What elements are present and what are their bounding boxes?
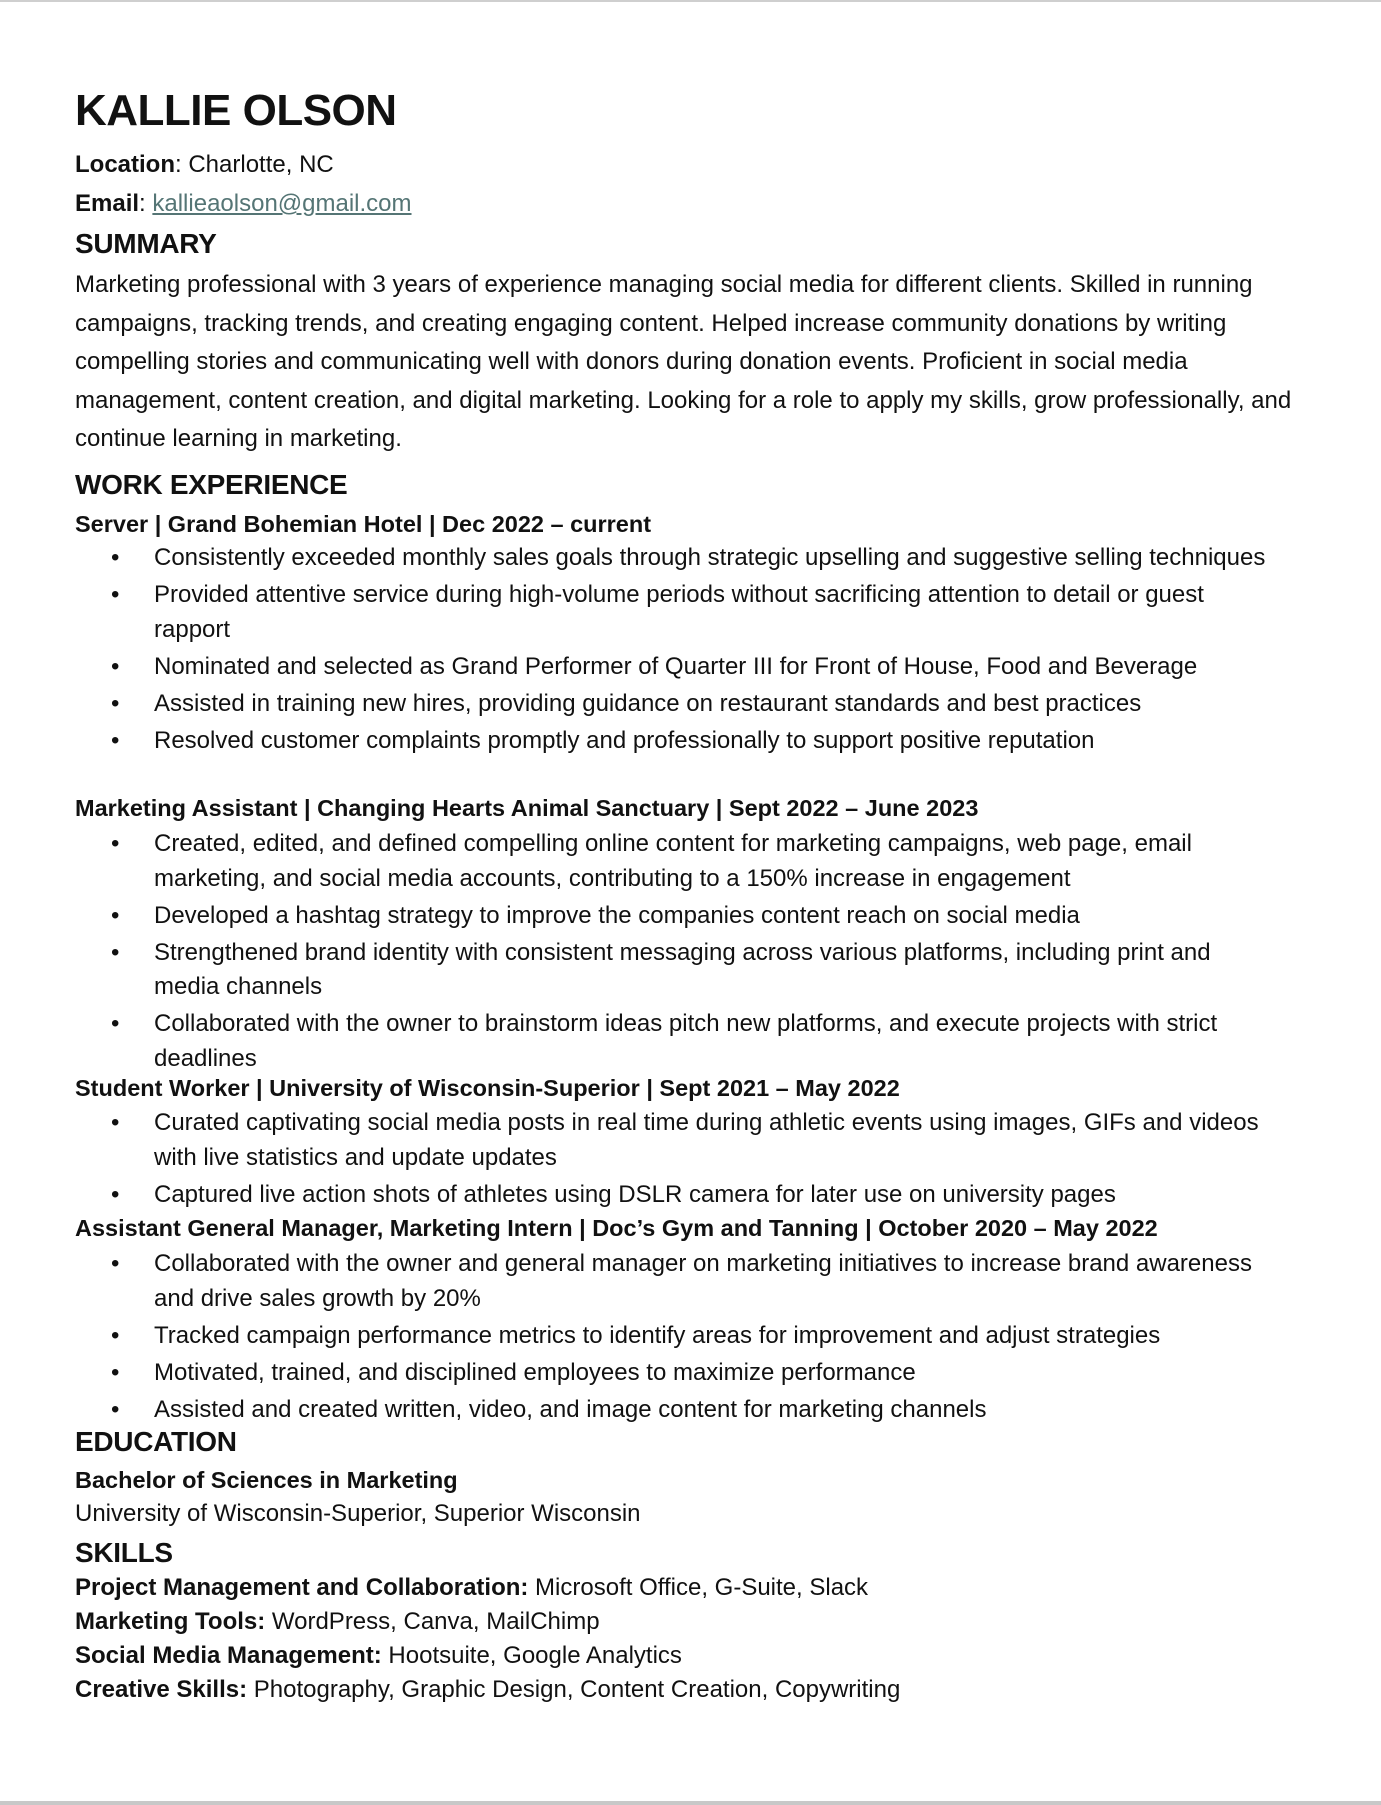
bullet-text: Strengthened brand identity with consistent messaging across various platforms, including print and media channels: [154, 938, 1211, 1000]
list-item: [75, 687, 1278, 722]
bullet-icon: •: [111, 1180, 120, 1208]
location-line: Location: Charlotte, NC: [75, 151, 334, 178]
bullet-text: Assisted in training new hires, providing guidance on restaurant standards and best practices: [154, 689, 1142, 717]
school: University of Wisconsin-Superior, Superior Wisconsin: [75, 1500, 641, 1527]
bullet-text: Tracked campaign performance metrics to identify areas for improvement and adjust strategies: [154, 1321, 1161, 1349]
job-title: Student Worker | University of Wisconsin-Superior | Sept 2021 – May 2022: [75, 1075, 900, 1101]
bullet-icon: •: [111, 544, 120, 571]
bullet-text: Captured live action shots of athletes using DSLR camera for later use on university pages: [154, 1180, 1116, 1208]
job-bullets: [75, 827, 1305, 1079]
email-label: Email: [75, 190, 140, 217]
bullet-text: Motivated, trained, and disciplined employees to maximize performance: [154, 1358, 916, 1386]
bullet-text: Collaborated with the owner and general manager on marketing initiatives to increase brand awareness and drive sales growth by 20%: [154, 1250, 1252, 1312]
bullet-text: Resolved customer complaints promptly and professionally to support positive reputation: [154, 726, 1095, 754]
skill-line: [75, 1673, 900, 1707]
degree: Bachelor of Sciences in Marketing: [75, 1467, 458, 1493]
bullet-icon: •: [111, 1250, 120, 1277]
skill-label: Marketing Tools:: [75, 1608, 266, 1635]
list-item: [75, 1247, 1278, 1316]
job-bullets: [75, 1247, 1305, 1430]
email-line: Email: kallieaolson@gmail.com: [75, 190, 412, 217]
job-title: Assistant General Manager, Marketing Intern | Doc’s Gym and Tanning | October 2020 – May 2022: [75, 1215, 1158, 1241]
bullet-icon: •: [111, 938, 120, 966]
bullet-icon: •: [111, 1109, 120, 1136]
bottom-border: [0, 1801, 1381, 1805]
job-title: Server | Grand Bohemian Hotel | Dec 2022 – current: [75, 511, 652, 537]
skills-heading: SKILLS: [75, 1537, 173, 1568]
list-item: [75, 899, 1278, 934]
top-border: [0, 0, 1381, 2]
list-item: [75, 1178, 1278, 1213]
bullet-text: Curated captivating social media posts in real time during athletic events using images, GIFs and videos with live statistics and update updates: [154, 1109, 1259, 1171]
bullet-icon: •: [111, 652, 120, 680]
bullet-text: Collaborated with the owner to brainstorm ideas pitch new platforms, and execute projects with strict deadlines: [154, 1010, 1218, 1072]
bullet-text: Developed a hashtag strategy to improve the companies content reach on social media: [154, 901, 1080, 929]
skill-label: Creative Skills:: [75, 1676, 248, 1703]
skill-value: Photography, Graphic Design, Content Creation, Copywriting: [247, 1676, 901, 1703]
summary-text: Marketing professional with 3 years of experience managing social media for different clients. Skilled in running campaigns, tracking trends, and creating engaging content. Helped increase community donations by writing compelling stories and communicating well with donors during donation events. Proficient in social media management, content creation, and digital marketing. Looking for a role to apply my skills, grow professionally, and continue learning in marketing.: [75, 271, 1292, 452]
list-item: [75, 827, 1278, 896]
bullet-icon: •: [111, 1395, 120, 1423]
bullet-text: Provided attentive service during high-volume periods without sacrificing attention to detail or guest rapport: [154, 581, 1204, 643]
job-bullets: [75, 1106, 1305, 1215]
list-item: [75, 1007, 1278, 1076]
candidate-name: KALLIE OLSON: [75, 86, 397, 135]
work-experience-heading: WORK EXPERIENCE: [75, 469, 348, 500]
bullet-icon: •: [111, 901, 120, 929]
bullet-text: Nominated and selected as Grand Performer of Quarter III for Front of House, Food and Beverage: [154, 652, 1198, 680]
list-item: [75, 541, 1278, 576]
job-title: Marketing Assistant | Changing Hearts Animal Sanctuary | Sept 2022 – June 2023: [75, 795, 979, 821]
bullet-icon: •: [111, 1010, 120, 1037]
list-item: [75, 1356, 1278, 1391]
bullet-icon: •: [111, 726, 120, 754]
bullet-icon: •: [111, 581, 120, 608]
summary-heading: SUMMARY: [75, 228, 217, 259]
skill-line: [75, 1605, 600, 1639]
job-bullets: [75, 541, 1305, 761]
bullet-text: Consistently exceeded monthly sales goals through strategic upselling and suggestive selling techniques: [154, 544, 1266, 571]
education-heading: EDUCATION: [75, 1426, 237, 1457]
bullet-icon: •: [111, 1358, 120, 1386]
email-link[interactable]: kallieaolson@gmail.com: [152, 190, 412, 217]
bullet-text: Assisted and created written, video, and image content for marketing channels: [154, 1395, 987, 1423]
list-item: [75, 1393, 1278, 1428]
bullet-text: Created, edited, and defined compelling online content for marketing campaigns, web page, email marketing, and social media accounts, contributing to a 150% increase in engagement: [154, 830, 1192, 892]
bullet-icon: •: [111, 1321, 120, 1349]
skill-value: WordPress, Canva, MailChimp: [265, 1608, 600, 1635]
list-item: [75, 936, 1278, 1005]
location-value: Charlotte, NC: [188, 151, 334, 178]
skill-value: Hootsuite, Google Analytics: [381, 1642, 682, 1669]
skill-label: Project Management and Collaboration:: [75, 1574, 529, 1601]
skill-label: Social Media Management:: [75, 1642, 382, 1669]
list-item: [75, 724, 1278, 759]
list-item: [75, 1106, 1278, 1175]
list-item: [75, 650, 1278, 685]
location-label: Location: [75, 151, 175, 178]
skill-line: [75, 1639, 682, 1673]
skill-value: Microsoft Office, G-Suite, Slack: [528, 1574, 869, 1601]
bullet-icon: •: [111, 689, 120, 717]
skill-line: [75, 1571, 868, 1605]
list-item: [75, 578, 1278, 647]
bullet-icon: •: [111, 830, 120, 857]
list-item: [75, 1319, 1278, 1354]
